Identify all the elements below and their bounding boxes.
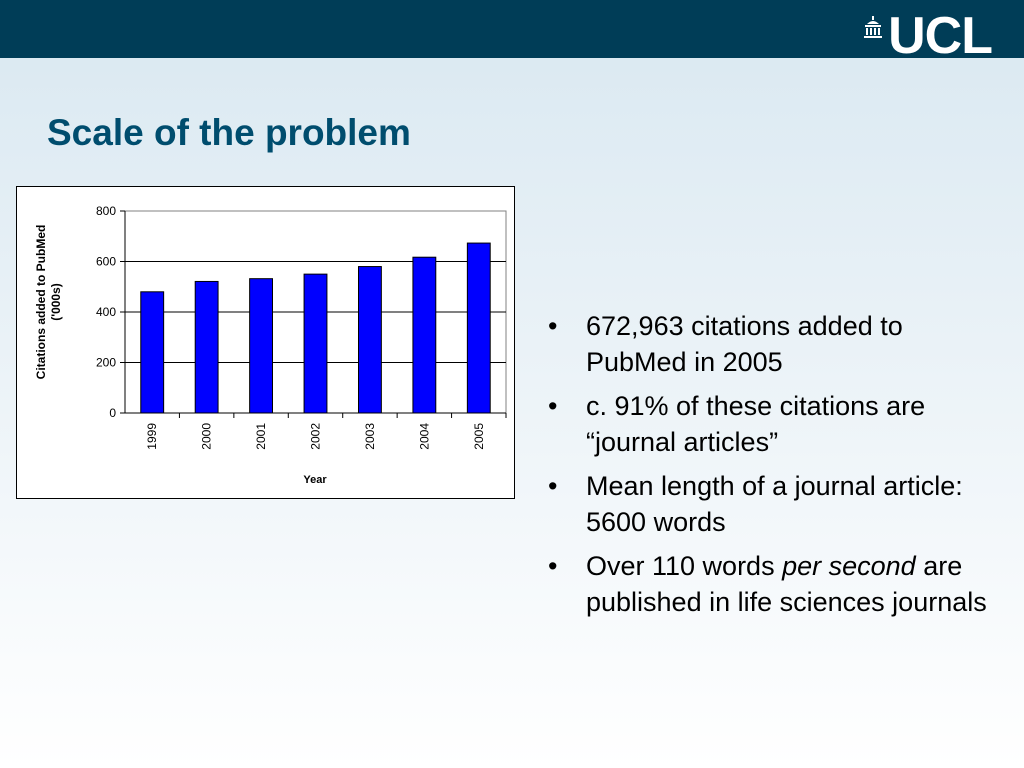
y-tick-label: 800 [95, 204, 116, 218]
x-tick-label: 2002 [308, 423, 323, 450]
header-bar [0, 0, 1024, 65]
y-tick-label: 600 [95, 254, 116, 269]
bullet-emphasis: per second [782, 551, 916, 581]
bar-chart [16, 186, 515, 499]
chart-bars [141, 243, 490, 413]
bar-2005 [467, 243, 490, 413]
bullet-list [548, 308, 1008, 628]
bar-2004 [413, 257, 436, 413]
bar-2002 [304, 274, 327, 413]
x-axis-label: Year [303, 474, 327, 486]
bullet-item [548, 548, 1008, 620]
bar-2000 [195, 281, 218, 413]
logo-text: UCL [888, 7, 992, 65]
x-tick-label: 2004 [417, 423, 432, 450]
bullet-item [548, 468, 1008, 540]
y-axis-label-line-2: ('000s) [49, 283, 63, 321]
portico-icon [864, 16, 882, 38]
bullet-item [548, 388, 1008, 460]
bullet-text-post: are published in life sciences journals [586, 551, 987, 617]
bullet-text-pre: Over 110 words [586, 551, 783, 581]
y-tick-label: 0 [109, 406, 116, 420]
x-tick-label: 2000 [199, 423, 214, 450]
slide-title: Scale of the problem [47, 112, 411, 153]
x-tick-label: 1999 [145, 423, 160, 450]
bullet-text: Mean length of a journal article: 5600 words [586, 471, 963, 537]
bullet-text: 672,963 citations added to PubMed in 2005 [586, 311, 903, 377]
x-tick-label: 2001 [254, 423, 269, 450]
chart-svg [17, 187, 514, 498]
bullet-item [548, 308, 1008, 380]
bar-1999 [141, 292, 164, 413]
bar-2001 [250, 279, 273, 413]
y-tick-label: 400 [95, 305, 116, 319]
x-tick-label: 2003 [362, 423, 377, 450]
bar-2003 [358, 267, 381, 413]
y-tick-label: 200 [95, 355, 116, 370]
y-axis-label-line-1: Citations added to PubMed [34, 224, 48, 380]
ucl-logo [864, 7, 992, 65]
bullet-text: c. 91% of these citations are “journal articles” [586, 391, 926, 457]
x-tick-label: 2005 [471, 423, 486, 450]
